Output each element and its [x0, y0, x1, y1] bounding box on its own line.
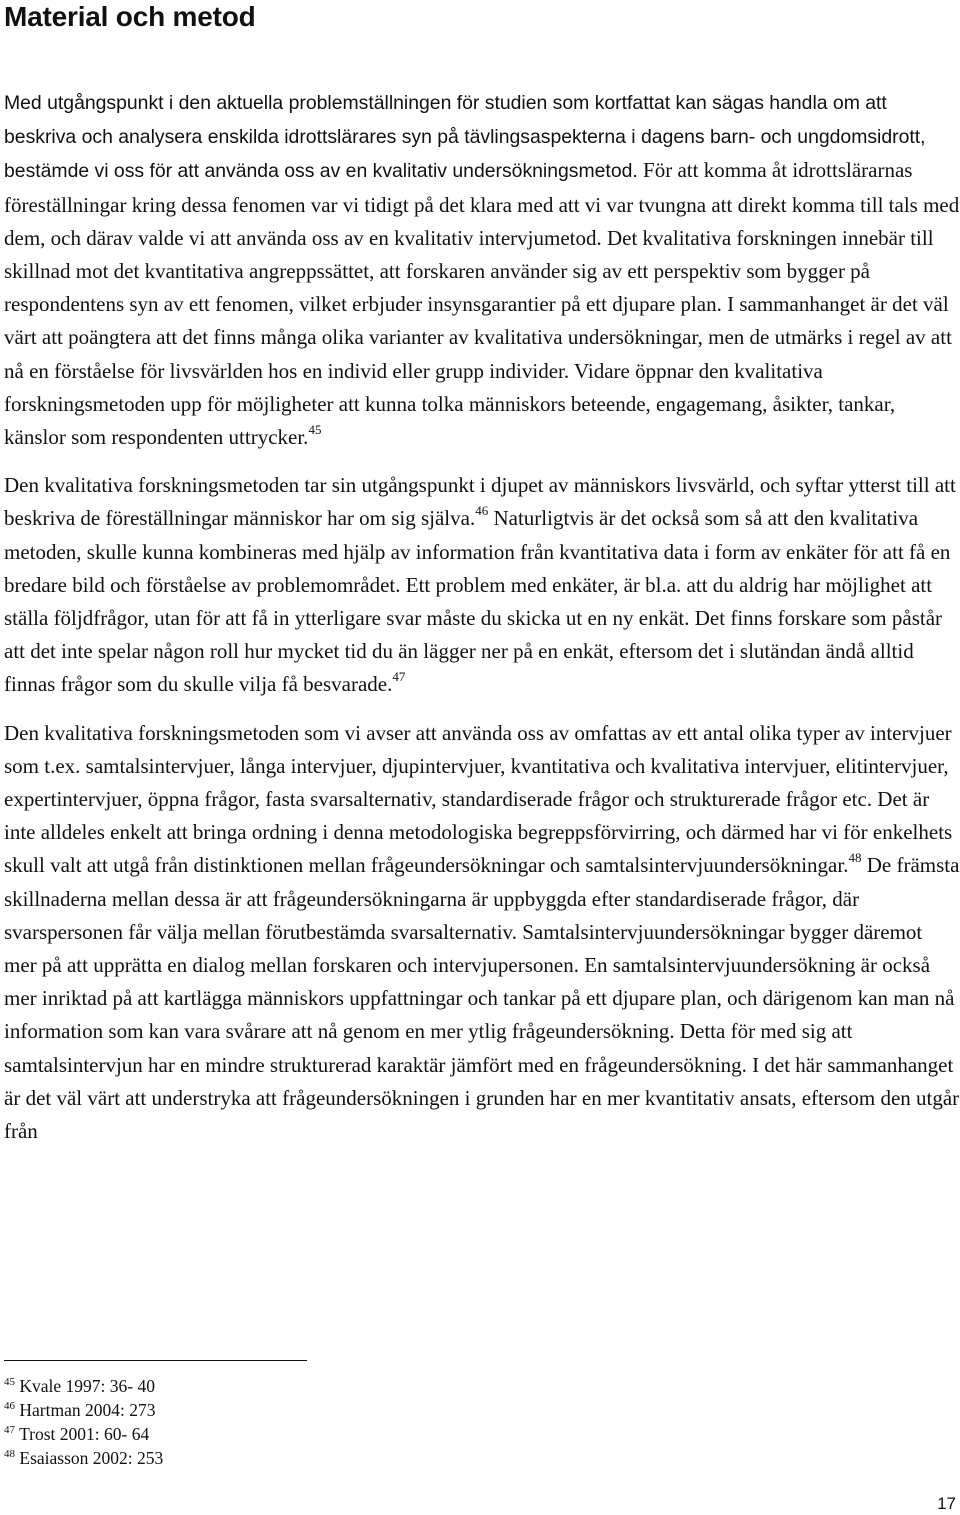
- paragraph-1-sans-text: Med utgångspunkt i den aktuella problemställningen för studien som kortfattat kan sägas handla om att beskriva och analysera enskilda idrottslärares syn på tävlingsaspekterna i dagens barn- och ungdomsidrott, bestämde vi oss för att använda oss av en kvalitativ undersökningsmetod.: [4, 92, 926, 183]
- paragraph-3: [4, 717, 960, 1149]
- footnote-text: Esaiasson 2002: 253: [19, 1448, 164, 1468]
- paragraph-2-text-a: Den kvalitativa forskningsmetoden tar sin utgångspunkt i djupet av människors livsvärld, och syftar ytterst till att beskriva de föreställningar människor har om sig själva.: [4, 473, 956, 531]
- footnote-text: Kvale 1997: 36- 40: [19, 1376, 155, 1396]
- footnote-text: Trost 2001: 60- 64: [19, 1424, 150, 1444]
- footnote-number: 48: [4, 1448, 15, 1460]
- footnote-ref-47[interactable]: 47: [392, 669, 406, 685]
- footnote-number: 45: [4, 1376, 15, 1388]
- footnote-ref-45[interactable]: 45: [308, 422, 322, 438]
- footnote-number: 47: [4, 1424, 15, 1436]
- paragraph-2: [4, 469, 960, 701]
- footnote-number: 46: [4, 1400, 15, 1412]
- footnote-text: Hartman 2004: 273: [19, 1400, 156, 1420]
- footnote-48: [4, 1446, 504, 1470]
- body-text: [4, 86, 960, 1148]
- footnote-47: [4, 1422, 504, 1446]
- paragraph-1-serif-text: För att komma åt idrottslärarnas föreställningar kring dessa fenomen var vi tidigt på det klara med att vi var tvungna att direkt komma till tals med dem, och därav valde vi att använda oss av en kvalitativ intervjumetod. Det kvalitativa forskningen innebär till skillnad mot det kvantitativa angreppssättet, att forskaren använder sig av ett perspektiv som bygger på respondentens syn av ett fenomen, vilket erbjuder insynsgarantier på ett djupare plan. I sammanhanget är det väl värt att poängtera att det finns många olika varianter av kvalitativa undersökningar, men de utmärks i regel av att nå en förståelse för livsvärlden hos en individ eller grupp individer. Vidare öppnar den kvalitativa forskningsmetoden upp för möjligheter att kunna tolka människors beteende, engagemang, åsikter, tankar, känslor som respondenten uttrycker.: [4, 158, 960, 450]
- footnote-46: [4, 1398, 504, 1422]
- page-number: 17: [937, 1494, 956, 1513]
- footnotes: [4, 1374, 504, 1470]
- paragraph-3-text-a: Den kvalitativa forskningsmetoden som vi avser att använda oss av omfattas av ett antal olika typer av intervjuer som t.ex. samtalsintervjuer, långa intervjuer, djupintervjuer, kvantitativa och kvalitativa intervjuer, elitintervjuer, expertintervjuer, öppna frågor, fasta svarsalternativ, standardiserade frågor och strukturerade frågor etc. Det är inte alldeles enkelt att bringa ordning i denna metodologiska begreppsförvirring, och därmed har vi för enkelhets skull valt att utgå från distinktionen mellan frågeundersökningar och samtalsintervjuundersökningar.: [4, 720, 953, 878]
- section-heading: Material och metod: [4, 1, 256, 32]
- paragraph-2-text-b: Naturligtvis är det också som så att den kvalitativa metoden, skulle kunna kombineras med hjälp av information från kvantitativa data i form av enkäter för att få en bredare bild och förståelse av problemområdet. Ett problem med enkäter, är bl.a. att du aldrig har möjlighet att ställa följdfrågor, utan för att få in ytterligare svar måste du skicka ut en ny enkät. Det finns forskare som påstår att det inte spelar någon roll hur mycket tid du än lägger ner på en enkät, eftersom det i slutändan ändå alltid finnas frågor som du skulle vilja få besvarade.: [4, 506, 951, 697]
- paragraph-1: [4, 86, 960, 454]
- footnote-45: [4, 1374, 504, 1398]
- footnote-separator: [4, 1360, 307, 1361]
- paragraph-3-text-b: De främsta skillnaderna mellan dessa är att frågeundersökningarna är uppbyggda efter standardiserade frågor, där svarspersonen får välja mellan förutbestämda svarsalternativ. Samtalsintervjuundersökningar bygger däremot mer på att upprätta en dialog mellan forskaren och intervjupersonen. En samtalsintervjuundersökning är också mer inriktad på att kartlägga människors uppfattningar och tankar på ett djupare plan, och därigenom kan man nå information som kan vara svårare att nå genom en mer ytlig frågeundersökning. Detta för med sig att samtalsintervjun har en mindre strukturerad karaktär jämfört med en frågeundersökning. I det här sammanhanget är det väl värt att understryka att frågeundersökningen i grunden har en mer kvantitativ ansats, eftersom den utgår från: [4, 853, 960, 1144]
- footnote-ref-48[interactable]: 48: [848, 850, 862, 866]
- footnote-ref-46[interactable]: 46: [475, 503, 489, 519]
